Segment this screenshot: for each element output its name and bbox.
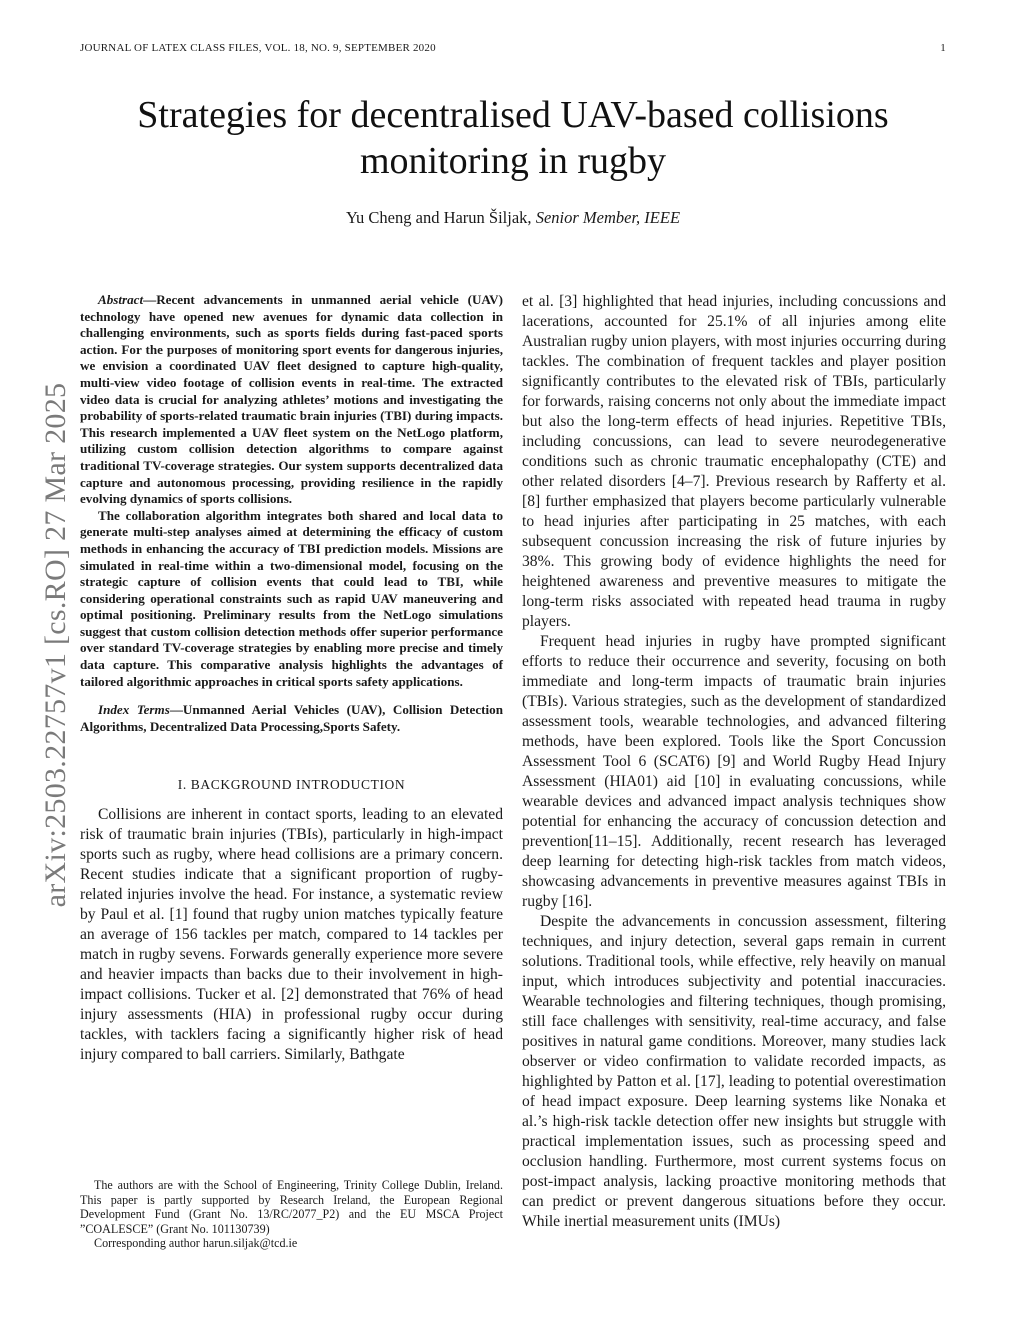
journal-header: JOURNAL OF LATEX CLASS FILES, VOL. 18, NO. 9, SEPTEMBER 2020 bbox=[80, 42, 436, 54]
index-terms bbox=[80, 702, 503, 735]
footnote-affiliation: The authors are with the School of Engineering, Trinity College Dublin, Ireland. This paper is partly supported by Research Ireland, the European Regional Development Fund (Grant No. 13/RC/2077_P2) and the EU MSCA Project ”COALESCE” (Grant No. 101130739) bbox=[80, 1178, 503, 1236]
section-1-paragraph-1: Collisions are inherent in contact sports, leading to an elevated risk of traumatic brain injuries (TBIs), particularly in high-impact sports such as rugby, where head collisions are a primary concern. Recent studies indicate that a significant proportion of rugby-related injuries involve the head. For instance, a systematic review by Paul et al. [1] found that rugby union matches typically feature an average of 156 tackles per match, compared to 14 tackles per match in rugby sevens. Forwards generally experience more severe and heavier impacts than backs due to their involvement in high-impact collisions. Tucker et al. [2] demonstrated that 76% of head injury assessments (HIA) in professional rugby occur during tackles, with tacklers facing a significantly higher risk of head injury compared to ball carriers. Similarly, Bathgate bbox=[80, 806, 503, 1064]
index-terms-label: Index Terms bbox=[98, 702, 170, 718]
footnote-corresponding-author: Corresponding author harun.siljak@tcd.ie bbox=[94, 1236, 298, 1251]
abstract-label: Abstract bbox=[98, 292, 144, 307]
right-paragraph-3: Despite the advancements in concussion assessment, filtering techniques, and injury detection, several gaps remain in current solutions. Traditional tools, while effective, rely heavily on manual input, which introduces subjectivity and potential inaccuracies. Wearable technologies and filtering techniques, though promising, still face challenges with sensitivity, real-time accuracy, and false positives in natural game conditions. Moreover, many studies lack observer or video confirmation to validate recorded impacts, as highlighted by Patton et al. [17], leading to potential overestimation of head impact exposure. Deep learning systems like Nonaka et al.’s high-risk tackle detection offer new insights but struggle with practical implementation issues, such as processing speed and occlusion handling. Furthermore, most current systems focus on post-impact analysis, lacking proactive monitoring methods that can predict or prevent dangerous situations before they occur. While inertial measurement units (IMUs) bbox=[522, 913, 946, 1230]
right-paragraph-2: Frequent head injuries in rugby have prompted significant efforts to reduce their occurrence and severity, focusing on both immediate and long-term impacts of traumatic brain injuries (TBIs). Various strategies, such as the development of standardized assessment tools, wearable technologies, and advanced filtering methods, have been explored. Tools like the Sport Concussion Assessment Tool 6 (SCAT6) [9] and World Rugby Head Injury Assessment (HIA01) aid [10] in evaluating concussions, while wearable devices and advanced impact analysis techniques show potential for enhancing the accuracy of concussion detection and prevention[11–15]. Additionally, recent research has leveraged deep learning for detecting high-risk tackles from match videos, showcasing advancements in preventive measures against TBIs in rugby [16]. bbox=[522, 633, 946, 910]
right-column bbox=[522, 292, 946, 1232]
abstract-paragraph-1 bbox=[80, 292, 503, 508]
author-line bbox=[80, 208, 946, 228]
title-line-2: monitoring in rugby bbox=[359, 140, 667, 182]
section-heading: I. BACKGROUND INTRODUCTION bbox=[177, 777, 406, 793]
abstract bbox=[80, 292, 503, 690]
abstract-text-1: Recent advancements in unmanned aerial vehicle (UAV) technology have opened new avenues for dynamic data collection in challenging environments, such as sports fields during fast-paced sports action. For the purposes of monitoring sport events for dangerous injuries, we envision a coordinated UAV fleet designed to capture high-quality, multi-view video footage of collision events in real-time. The extracted video data is crucial for analyzing athletes’ motions and investigating the probability of sports-related traumatic brain injuries (TBI) during impacts. This research implemented a UAV fleet system on the NetLogo platform, utilizing custom collision detection algorithms to compare against traditional TV-coverage strategies. Our system supports decentralized data capture and autonomous processing, providing resilience in the rapidly evolving dynamics of sports collisions. bbox=[80, 292, 503, 507]
left-column bbox=[80, 292, 503, 1065]
footnotes bbox=[80, 1178, 503, 1251]
page-number: 1 bbox=[940, 42, 946, 54]
arxiv-identifier: arXiv:2503.22757v1 [cs.RO] 27 Mar 2025 bbox=[39, 382, 72, 908]
abstract-dash: — bbox=[143, 292, 157, 307]
right-paragraph-continued: et al. [3] highlighted that head injuries, including concussions and lacerations, accounted for 25.1% of all injuries among elite Australian rugby union players, with most injuries occurring during tackles. The combination of frequent tackles and player position significantly contributes to the elevated risk of TBIs, particularly for forwards, raising concerns not only about the immediate impact but also the long-term effects of head injuries. Repetitive TBIs, including concussions, can lead to severe neurodegenerative conditions such as chronic traumatic encephalopathy (CTE) and other related disorders [4–7]. Previous research by Rafferty et al. [8] further emphasized that players become particularly vulnerable to head injuries after participating in 25 matches, with each subsequent concussion increasing the risk of future injuries by 38%. This growing body of evidence highlights the need for heightened awareness and preventive measures to mitigate the long-term risks associated with repeated head trauma in rugby players. bbox=[522, 293, 946, 630]
abstract-paragraph-2: The collaboration algorithm integrates both shared and local data to generate multi-step analyses aimed at determining the efficacy of custom methods in enhancing the accuracy of TBI prediction models. Missions are simulated in real-time within a two-dimensional model, focusing on the strategic capture of collision events that could lead to TBI, while considering operational constraints such as rapid UAV maneuvering and optimal positioning. Preliminary results from the NetLogo simulations suggest that custom collision detection methods offer superior performance over standard TV-coverage strategies by enabling more precise and timely data capture. This comparative analysis highlights the advantages of tailored algorithmic approaches in critical sports safety applications. bbox=[80, 507, 503, 689]
author-membership: Senior Member, IEEE bbox=[535, 208, 681, 227]
index-terms-text: Unmanned Aerial Vehicles (UAV), Collision Detection Algorithms, Decentralized Data Processing,Sports Safety. bbox=[80, 702, 503, 734]
index-terms-dash: — bbox=[169, 702, 183, 718]
paper-title bbox=[80, 92, 946, 184]
title-line-1: Strategies for decentralised UAV-based collisions bbox=[137, 94, 889, 136]
author-names: Yu Cheng and Harun Šiljak, bbox=[345, 208, 536, 227]
